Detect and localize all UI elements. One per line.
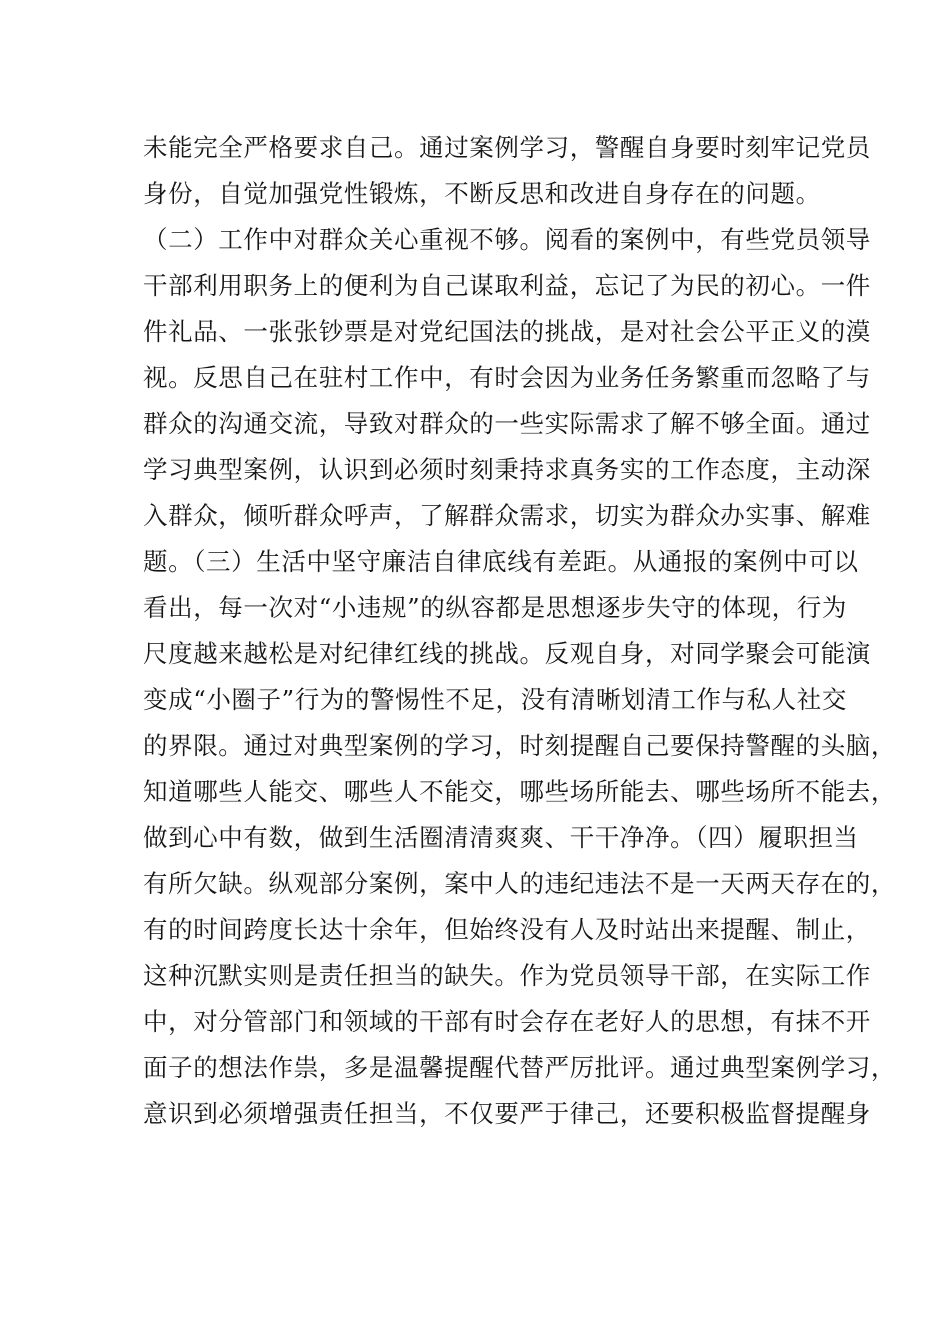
text-line: 中，对分管部门和领域的干部有时会存在老好人的思想，有抹不开 — [143, 1007, 871, 1036]
text-line: 入群众，倾听群众呼声，了解群众需求，切实为群众办实事、解难 — [143, 501, 871, 530]
text-line: 未能完全严格要求自己。通过案例学习，警醒自身要时刻牢记党员 — [143, 133, 871, 162]
text-line: 干部利用职务上的便利为自己谋取利益，忘记了为民的初心。一件 — [143, 271, 871, 300]
text-line: 做到心中有数，做到生活圈清清爽爽、干干净净。（四）履职担当 — [143, 823, 859, 852]
text-line: 视。反思自己在驻村工作中，有时会因为业务任务繁重而忽略了与 — [143, 363, 871, 392]
text-line: 群众的沟通交流，导致对群众的一些实际需求了解不够全面。通过 — [143, 409, 871, 438]
text-line: 看出，每一次对“小违规”的纵容都是思想逐步失守的体现，行为 — [143, 593, 847, 622]
text-line: 学习典型案例，认识到必须时刻秉持求真务实的工作态度，主动深 — [143, 455, 871, 484]
text-line: 知道哪些人能交、哪些人不能交，哪些场所能去、哪些场所不能去， — [143, 777, 896, 806]
text-line: 面子的想法作祟，多是温馨提醒代替严厉批评。通过典型案例学习， — [143, 1053, 896, 1082]
text-line: 变成“小圈子”行为的警惕性不足，没有清晰划清工作与私人社交 — [143, 685, 847, 714]
text-line: 尺度越来越松是对纪律红线的挑战。反观自身，对同学聚会可能演 — [143, 639, 871, 668]
text-line: 的界限。通过对典型案例的学习，时刻提醒自己要保持警醒的头脑， — [143, 731, 896, 760]
text-line: 身份，自觉加强党性锻炼，不断反思和改进自身存在的问题。 — [143, 179, 821, 208]
text-line: 题。（三）生活中坚守廉洁自律底线有差距。从通报的案例中可以 — [143, 547, 859, 576]
text-line: 有的时间跨度长达十余年，但始终没有人及时站出来提醒、制止， — [143, 915, 871, 944]
text-line: 有所欠缺。纵观部分案例，案中人的违纪违法不是一天两天存在的， — [143, 869, 896, 898]
text-line: 件礼品、一张张钞票是对党纪国法的挑战，是对社会公平正义的漠 — [143, 317, 871, 346]
text-line: 意识到必须增强责任担当，不仅要严于律己，还要积极监督提醒身 — [143, 1099, 871, 1128]
text-line: 这种沉默实则是责任担当的缺失。作为党员领导干部，在实际工作 — [143, 961, 871, 990]
text-line: （二）工作中对群众关心重视不够。阅看的案例中，有些党员领导 — [143, 225, 871, 254]
